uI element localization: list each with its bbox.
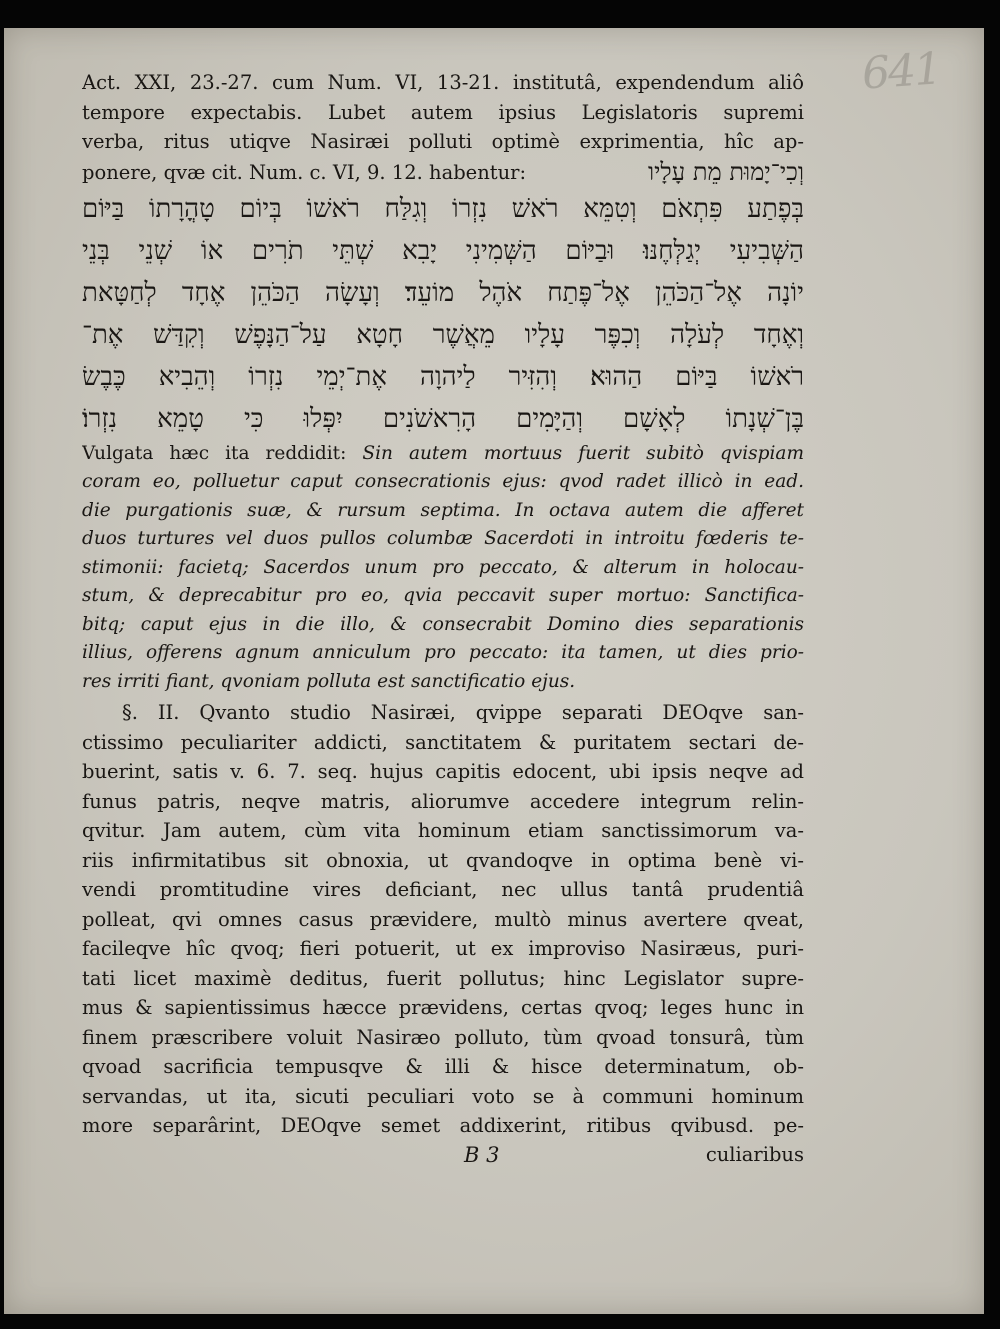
vulgate-line: duos turtures vel duos pullos columbæ Sacerdoti in introitu fœderis te-	[82, 528, 804, 549]
vulgate-line: illius, offerens agnum anniculum pro peccato: ita tamen, ut dies prio-	[82, 642, 804, 663]
hebrew-verse-line: בְּפֶתַע פִּתְאֹם וְטִמֵּא רֹאשׁ נִזְרוֹ וְגִלַּח רֹאשׁוֹ בְּיוֹם טָהֳרָתוֹ בַּיּוֹם	[82, 193, 804, 224]
hebrew-verse-line: יוֹנָה אֶל־הַכֹּהֵן אֶל־פֶּתַח אֹהֶל מוֹעֵד׃ וְעָשָׂה הַכֹּהֵן אֶחָד לְחַטָּאת	[82, 277, 804, 308]
signature-mark: B 3	[464, 1142, 500, 1167]
vulgate-line: bitq; caput ejus in die illo, & consecrabit Domino dies separationis	[82, 613, 804, 635]
hebrew-verse-line: וְאֶחָד לְעֹלָה וְכִפֶּר עָלָיו מֵאֲשֶׁר חָטָא עַל־הַנָּפֶשׁ וְקִדַּשׁ אֶת־	[82, 319, 804, 350]
section-line: qvitur. Jam autem, cùm vita hominum etiam sanctissimorum va-	[82, 819, 804, 842]
page-text-block	[82, 68, 804, 1183]
vulgate-line: stimonii: facietq; Sacerdos unum pro peccato, & alterum in holocau-	[82, 556, 804, 578]
section-line: polleat, qvi omnes casus prævidere, multò minus avertere qveat,	[82, 907, 804, 931]
section-heading-line: §. II. Qvanto studio Nasiræi, qvippe separati DEOqve san-	[122, 701, 804, 724]
hebrew-verse-line: הַשְּׁבִיעִי יְגַלְּחֶנּוּ׃ וּבַיּוֹם הַשְּׁמִינִי יָבִא שְׁתֵּי תֹרִים אוֹ שְׁנֵי בְּנֵי	[82, 235, 804, 266]
book-page	[4, 28, 984, 1314]
section-line: finem præscribere voluit Nasiræo polluto, tùm qvoad tonsurâ, tùm	[82, 1025, 804, 1049]
section-line: servandas, ut ita, sicuti peculiari voto se à communi hominum	[82, 1084, 804, 1108]
section-line: riis infirmitatibus sit obnoxia, ut qvandoqve in optima benè vi-	[82, 848, 804, 872]
section-line: more separârint, DEOqve semet addixerint, ritibus qvibusd. pe-	[82, 1114, 804, 1137]
vulgate-line	[82, 440, 804, 469]
intro-line: verba, ritus utiqve Nasiræi polluti optimè exprimentia, hîc ap-	[82, 130, 804, 153]
section-line: facileqve hîc qvoq; fieri potuerit, ut ex improviso Nasiræus, puri-	[82, 937, 804, 960]
hebrew-verse-line: בֶּן־שְׁנָתוֹ לְאָשָׁם וְהַיָּמִים הָרִאשֹׁנִים יִפְּלוּ כִּי טָמֵא נִזְרוֹ׃	[82, 403, 804, 434]
section-line: funus patris, neqve matris, aliorumve accedere integrum relin-	[82, 789, 804, 813]
catchword: culiaribus	[705, 1142, 804, 1166]
citation-hebrew: וְכִי־יָמוּת מֵת עָלָיו	[647, 157, 804, 186]
vulgate-line: coram eo, polluetur caput consecrationis ejus: qvod radet illicò in ead.	[82, 471, 804, 492]
page-footer	[82, 1143, 804, 1183]
section-line: ctissimo peculiariter addicti, sanctitatem & puritatem sectari de-	[82, 730, 804, 754]
vulgate-text: Sin autem mortuus fuerit subitò qvispiam	[362, 442, 804, 464]
section-line: qvoad sacrificia tempusqve & illi & hisce determinatum, ob-	[82, 1055, 804, 1078]
citation-latin: ponere, qvæ cit. Num. c. VI, 9. 12. habentur:	[82, 160, 527, 184]
faint-page-number: 641	[860, 43, 942, 100]
intro-line: tempore expectabis. Lubet autem ipsius Legislatoris supremi	[82, 100, 804, 124]
intro-line: Act. XXI, 23.-27. cum Num. VI, 13-21. institutâ, expendendum aliô	[82, 71, 804, 94]
vulgate-line: stum, & deprecabitur pro eo, qvia peccavit super mortuo: Sanctifica-	[82, 585, 804, 606]
section-line: buerint, satis v. 6. 7. seq. hujus capitis edocent, ubi ipsis neqve ad	[82, 760, 804, 783]
vulgate-intro: Vulgata hæc ita reddidit:	[82, 442, 347, 464]
section-line: mus & sapientissimus hæcce prævidens, certas qvoq; leges hunc in	[82, 996, 804, 1019]
vulgate-line: die purgationis suæ, & rursum septima. In octava autem die afferet	[82, 499, 804, 521]
hebrew-verse-line: רֹאשׁוֹ בַּיּוֹם הַהוּא׃ וְהִזִּיר לַיהוָה אֶת־יְמֵי נִזְרוֹ וְהֵבִיא כֶּבֶשׂ	[82, 361, 804, 392]
section-line: tati licet maximè deditus, fuerit pollutus; hinc Legislator supre-	[82, 966, 804, 990]
section-line: vendi promtitudine vires deficiant, nec ullus tantâ prudentiâ	[82, 878, 804, 901]
citation-line	[82, 157, 804, 188]
vulgate-line: res irriti fiant, qvoniam polluta est sanctificatio ejus.	[82, 670, 576, 692]
